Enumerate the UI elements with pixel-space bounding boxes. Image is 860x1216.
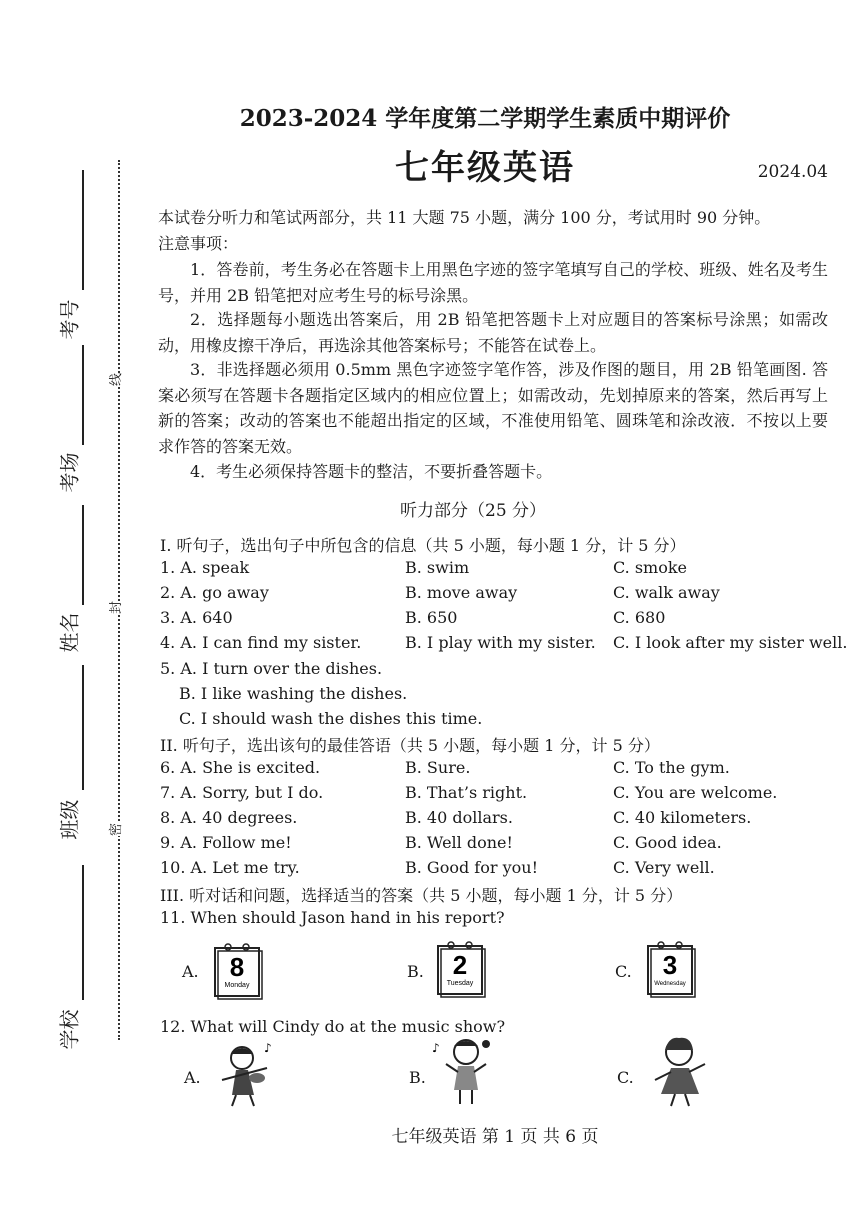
class-line — [82, 665, 84, 790]
girl-singing-image — [430, 1034, 500, 1104]
name-line — [82, 505, 84, 605]
q11-option-c-letter: C. — [615, 962, 632, 981]
page-footer: 七年级英语 第 1 页 共 6 页 — [391, 1127, 599, 1147]
q2-option-b: B. move away — [405, 583, 518, 602]
subject-title: 七年级英语 — [395, 148, 575, 188]
q10-option-b: B. Good for you! — [405, 858, 538, 877]
q12-option-c-letter: C. — [617, 1068, 634, 1087]
q12-option-a-letter: A. — [184, 1068, 201, 1087]
q2-option-a: 2. A. go away — [160, 583, 269, 602]
seal-char-seal: 封 — [105, 601, 124, 614]
q5-option-c: C. I should wash the dishes this time. — [179, 709, 483, 728]
q1-option-c: C. smoke — [613, 558, 688, 577]
section-1-heading: I. 听句子，选出句子中所包含的信息（共 5 小题，每小题 1 分，计 5 分） — [160, 536, 686, 555]
q7-option-c: C. You are welcome. — [613, 783, 778, 802]
section-3-heading: III. 听对话和问题，选择适当的答案（共 5 小题，每小题 1 分，计 5 分） — [160, 886, 683, 905]
exam-date: 2024.04 — [757, 162, 828, 182]
listening-heading: 听力部分（25 分） — [400, 501, 547, 521]
intro-line: 本试卷分听力和笔试两部分，共 11 大题 75 小题，满分 100 分，考试用时 90 分钟。 — [158, 208, 771, 227]
notice-1: 1．答卷前，考生务必在答题卡上用黑色字迹的签字笔填写自己的学校、班级、姓名及考生号，并用 2B 铅笔把对应考生号的标号涂黑。 — [158, 260, 828, 305]
q11-a-day-name: Monday — [224, 982, 250, 989]
notice-2: 2．选择题每小题选出答案后，用 2B 铅笔把答题卡上对应题目的答案标号涂黑；如需改动，用橡皮擦干净后，再选涂其他答案标号；不能答在试卷上。 — [158, 310, 828, 355]
q9-option-b: B. Well done! — [405, 833, 513, 852]
question-12: 12. What will Cindy do at the music show? — [160, 1017, 506, 1036]
calendar-icon — [645, 940, 697, 998]
q11-a-day-number: 8 — [229, 952, 245, 982]
q3-option-b: B. 650 — [405, 608, 458, 627]
q1-option-a: 1. A. speak — [160, 558, 250, 577]
q1-option-b: B. swim — [405, 558, 470, 577]
q3-option-c: C. 680 — [613, 608, 666, 627]
q7-option-b: B. That’s right. — [405, 783, 528, 802]
notice-3: 3．非选择题必须用 0.5mm 黑色字迹签字笔作答，涉及作图的题目，用 2B 铅笔画图. 答案必须写在答题卡各题指定区域内的相应位置上；如需改动，先划掉原来的答案，然后再写上新的答案；改动的答案也不能超出指定的区域，不准使用铅笔、圆珠笔和涂改液．不按以上要求作答的答案无效。 — [158, 360, 828, 456]
q12-option-b-letter: B. — [409, 1068, 426, 1087]
q10-option-c: C. Very well. — [613, 858, 715, 877]
q4-option-c: C. I look after my sister well. — [613, 633, 848, 652]
q5-option-b: B. I like washing the dishes. — [179, 684, 408, 703]
name-label: 姓名 — [57, 612, 82, 653]
school-line — [82, 865, 84, 1000]
section-2-heading: II. 听句子，选出该句的最佳答语（共 5 小题，每小题 1 分，计 5 分） — [160, 736, 660, 755]
q7-option-a: 7. A. Sorry, but I do. — [160, 783, 324, 802]
q6-option-b: B. Sure. — [405, 758, 471, 777]
q6-option-a: 6. A. She is excited. — [160, 758, 321, 777]
q2-option-c: C. walk away — [613, 583, 720, 602]
q8-option-a: 8. A. 40 degrees. — [160, 808, 298, 827]
q11-b-day-name: Tuesday — [446, 980, 474, 987]
seal-char-line: 线 — [105, 373, 124, 386]
q11-c-day-name: Wednesday — [654, 981, 686, 987]
question-5 — [160, 659, 840, 734]
svg-text:♪: ♪ — [264, 1041, 272, 1055]
seal-char-secret: 密 — [105, 823, 124, 836]
exam-title: 2023-2024 学年度第二学期学生素质中期评价 — [239, 105, 731, 132]
girl-dancing-image — [645, 1034, 715, 1104]
exam-room-line — [82, 345, 84, 445]
calendar-icon — [212, 942, 264, 1000]
class-label: 班级 — [57, 799, 82, 840]
q8-option-c: C. 40 kilometers. — [613, 808, 752, 827]
q6-option-c: C. To the gym. — [613, 758, 730, 777]
q10-option-a: 10. A. Let me try. — [160, 858, 300, 877]
exam-room-label: 考场 — [57, 452, 82, 493]
q8-option-b: B. 40 dollars. — [405, 808, 513, 827]
q11-option-a-letter: A. — [182, 962, 199, 981]
calendar-icon — [435, 940, 487, 998]
school-label: 学校 — [57, 1009, 82, 1050]
q4-option-a: 4. A. I can find my sister. — [160, 633, 362, 652]
q5-option-a: 5. A. I turn over the dishes. — [160, 659, 383, 678]
q9-option-c: C. Good idea. — [613, 833, 722, 852]
svg-text:♪: ♪ — [432, 1041, 440, 1055]
q11-option-b-letter: B. — [407, 962, 424, 981]
notice-4: 4．考生必须保持答题卡的整洁，不要折叠答题卡。 — [190, 462, 553, 481]
q4-option-b: B. I play with my sister. — [405, 633, 596, 652]
girl-playing-violin-image — [212, 1040, 282, 1110]
q11-c-day-number: 3 — [662, 950, 678, 980]
exam-no-label: 考号 — [57, 299, 82, 340]
notice-title: 注意事项： — [158, 234, 239, 253]
question-11: 11. When should Jason hand in his report? — [160, 908, 505, 927]
q3-option-a: 3. A. 640 — [160, 608, 233, 627]
q11-b-day-number: 2 — [452, 950, 468, 980]
q9-option-a: 9. A. Follow me! — [160, 833, 292, 852]
